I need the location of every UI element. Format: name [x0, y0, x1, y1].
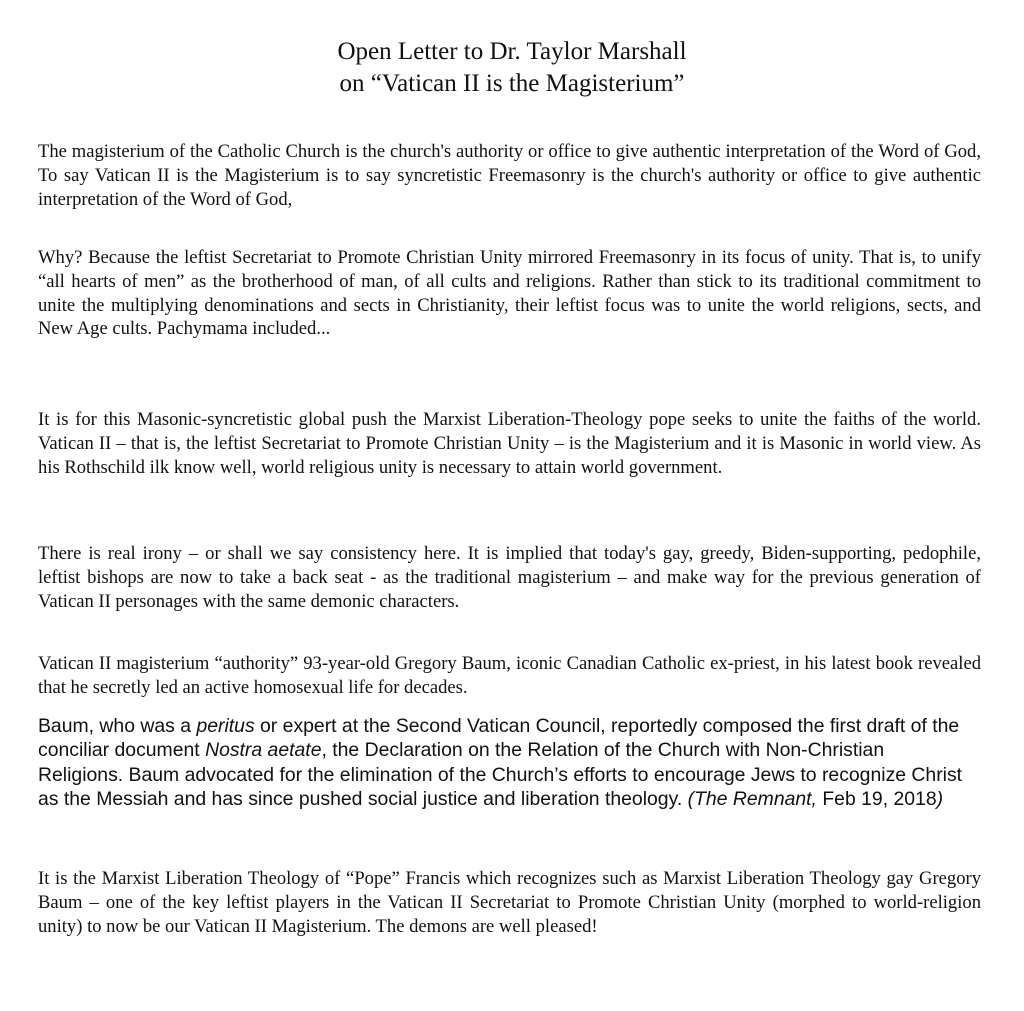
block-quote — [38, 714, 968, 811]
paragraph-masonic-push: It is for this Masonic-syncretistic global push the Marxist Liberation-Theology pope seeks to unite the faiths of the world. Vatican II – that is, the leftist Secretariat to Promote Christian Unity – is the Magisterium and it is Masonic in world view. As his Rothschild ilk know well, world religious unity is necessary to attain world government. — [38, 409, 981, 478]
quote-italic-nostra-aetate: Nostra aetate — [205, 739, 322, 762]
quote-citation-source: (The Remnant, — [687, 787, 817, 810]
paragraph-gregory-baum: Vatican II magisterium “authority” 93-year-old Gregory Baum, iconic Canadian Catholic ex-priest, in his latest book revealed that he secretly led an active homosexual life for decades. — [38, 653, 981, 698]
paragraph-why: Why? Because the leftist Secretariat to Promote Christian Unity mirrored Freemasonry in its focus of unity. That is, to unify “all hearts of men” as the brotherhood of man, of all cults and religions. Rather than stick to its traditional commitment to unite the multiplying denominations and sects in Christianity, their leftist focus was to unite the world religions, sects, and New Age cults. Pachymama included... — [38, 247, 981, 340]
paragraph-irony: There is real irony – or shall we say consistency here. It is implied that today's gay, greedy, Biden-supporting, pedophile, leftist bishops are now to take a back seat - as the traditional magisterium – and make way for the previous generation of Vatican II personages with the same demonic characters. — [38, 543, 981, 612]
quote-text-2: or expert at the Second Vatican Council, reportedly composed the first draft of the conciliar document — [38, 715, 960, 762]
paragraph-closing: It is the Marxist Liberation Theology of “Pope” Francis which recognizes such as Marxist Liberation Theology gay Gregory Baum – one of the key leftist players in the Vatican II Secretariat to Promote Christian Unity (morphed to world-religion unity) to now be our Vatican II Magisterium. The demons are well pleased! — [38, 868, 981, 937]
quote-text-1: Baum, who was a — [38, 715, 197, 737]
paragraph-magisterium-definition: The magisterium of the Catholic Church is the church's authority or office to give authentic interpretation of the Word of God, To say Vatican II is the Magisterium is to say syncretistic Freemasonry is the church's authority or office to give authentic interpretation of the Word of God, — [38, 141, 981, 210]
quote-text-3: , the Declaration on the Relation of the Church with Non-Christian Religions. Baum advocated for the elimination of the Church’s efforts to encourage Jews to recognize Christ as the Messiah and has since pushed social justice and liberation theology. — [38, 739, 963, 810]
quote-citation-date: Feb 19, 2018 — [816, 787, 937, 810]
document-title-line-1: Open Letter to Dr. Taylor Marshall — [337, 38, 687, 65]
quote-italic-peritus: peritus — [196, 715, 255, 737]
document-title-line-2: on “Vatican II is the Magisterium” — [339, 70, 685, 97]
quote-citation-close: ) — [936, 787, 944, 810]
